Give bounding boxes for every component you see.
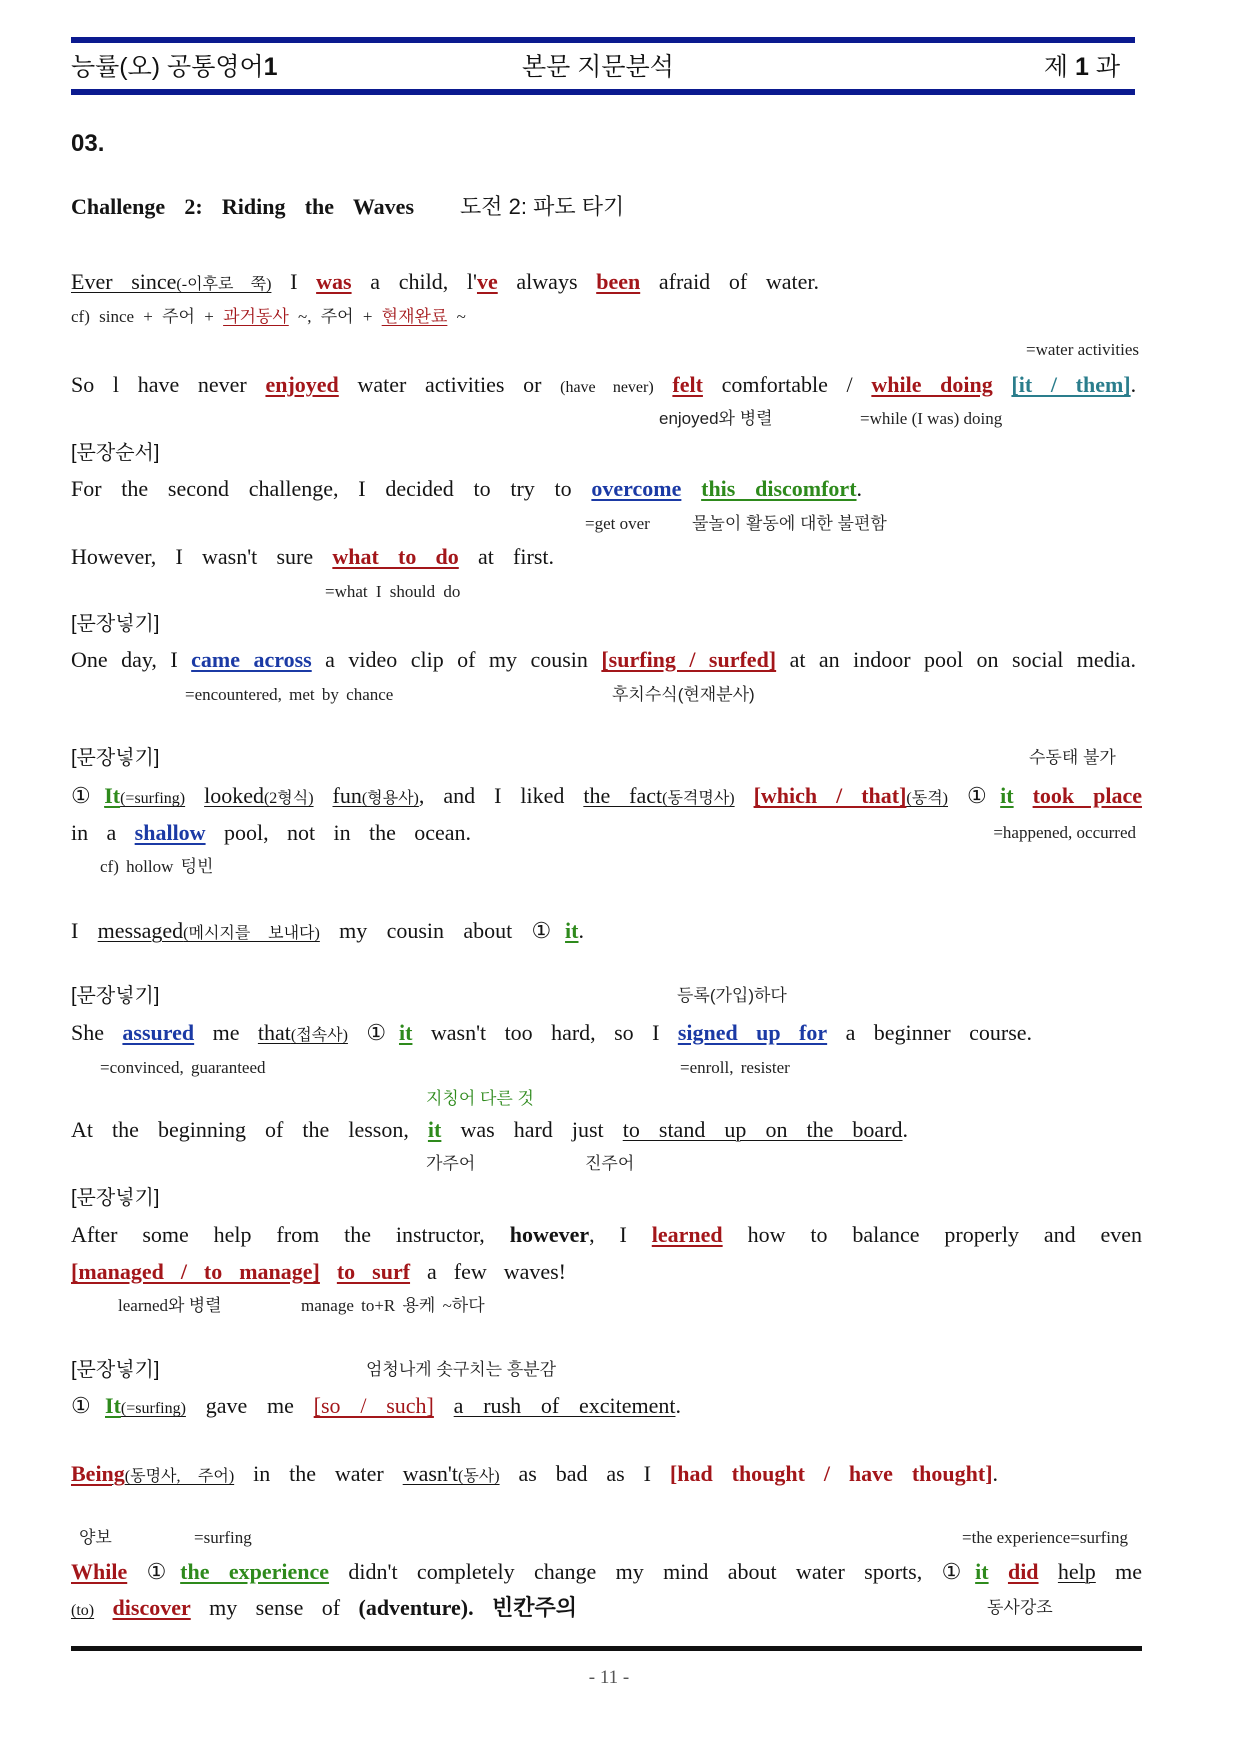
label-sentence-insert: [문장넣기] xyxy=(71,985,160,1007)
note-while-doing: =while (I was) doing xyxy=(860,409,1003,428)
gloss-conjunction: (접속사) xyxy=(290,1027,348,1044)
highlight-it: it xyxy=(975,1559,989,1584)
highlight-enjoyed: enjoyed xyxy=(265,372,339,397)
highlight-what-to-do: what to do xyxy=(332,544,459,569)
sentence-while-experience xyxy=(71,1557,1142,1587)
circled-number: ① xyxy=(71,783,105,808)
highlight-learned: learned xyxy=(651,1222,723,1247)
passage-number: 03. xyxy=(71,130,105,157)
label-sentence-insert: [문장넣기] xyxy=(71,747,160,769)
highlight-the-experience: the experience xyxy=(180,1559,330,1584)
note-experience-surfing: =the experience=surfing xyxy=(962,1528,1128,1547)
textbook-name xyxy=(71,50,278,84)
lesson-suffix: 과 xyxy=(1095,53,1120,81)
text-segment: in the water xyxy=(253,1461,384,1486)
word-however: however xyxy=(509,1222,590,1247)
text-segment: , and I liked xyxy=(418,783,565,808)
real-subject-phrase: to stand up on the board xyxy=(622,1117,903,1142)
text-segment: my sense of xyxy=(209,1595,341,1620)
note-manage-to: manage to+R 용케 ~하다 xyxy=(301,1296,485,1315)
text-segment: comfortable / xyxy=(721,372,853,397)
highlight-felt: felt xyxy=(672,372,703,397)
the-fact-with-gloss xyxy=(583,783,734,808)
note-parallel-enjoyed: enjoyed와 병렬 xyxy=(659,409,773,428)
text-segment: I xyxy=(71,918,79,943)
text-segment: . xyxy=(902,1117,909,1142)
footer-rule xyxy=(71,1646,1142,1651)
highlight-came-across: came across xyxy=(191,647,312,672)
word-the-fact: the fact xyxy=(583,783,663,808)
text-segment: . xyxy=(578,918,584,943)
textbook-title: 능률(오) 공통영어 xyxy=(71,53,264,81)
being-with-gloss xyxy=(71,1461,234,1486)
highlight-it: It xyxy=(104,783,121,808)
text-segment: was hard just xyxy=(460,1117,604,1142)
note-real-subject: 진주어 xyxy=(585,1154,635,1173)
highlight-shallow: shallow xyxy=(134,820,206,845)
note-what-i-should-do: =what I should do xyxy=(325,582,461,601)
highlight-overcome: overcome xyxy=(591,476,682,501)
text-segment: in a xyxy=(71,820,117,845)
circled-number: ① xyxy=(146,1559,181,1584)
note-happened-occurred: =happened, occurred xyxy=(993,823,1136,842)
highlight-took-place: took place xyxy=(1032,783,1142,808)
highlight-assured: assured xyxy=(122,1020,195,1045)
note-encountered: =encountered, met by chance xyxy=(185,685,394,704)
text-segment: . xyxy=(856,476,863,501)
text-segment: . xyxy=(992,1461,999,1486)
note-enroll: =enroll, resister xyxy=(680,1058,790,1077)
fun-with-gloss xyxy=(333,783,419,808)
sentence-second-challenge xyxy=(71,474,862,504)
note-since-grammar xyxy=(71,306,466,328)
ever-since-text: Ever since xyxy=(71,269,177,294)
text-segment: afraid of water. xyxy=(658,269,820,294)
highlight-while: While xyxy=(71,1559,128,1584)
text-segment: a video clip of my cousin xyxy=(325,647,588,672)
circled-number: ① xyxy=(941,1559,976,1584)
text-segment: didn't completely change my mind about water sports, xyxy=(348,1559,923,1584)
note-discomfort-meaning: 물놀이 활동에 대한 불편함 xyxy=(692,514,887,533)
text-segment: water activities or xyxy=(357,372,542,397)
sentence-however-not-sure xyxy=(71,542,554,572)
choice-it-them: [it / them] xyxy=(1011,372,1131,397)
choice-had-have-thought: [had thought / have thought] xyxy=(669,1461,993,1486)
highlight-it: it xyxy=(427,1117,442,1142)
note-dummy-subject: 가주어 xyxy=(426,1154,476,1173)
text-segment: a beginner course. xyxy=(845,1020,1033,1045)
note-verb-emphasis: 동사강조 xyxy=(987,1598,1053,1617)
choice-so-such: [so / such] xyxy=(313,1393,434,1418)
note-get-over: =get over xyxy=(585,514,650,533)
textbook-number: 1 xyxy=(263,53,278,81)
text-segment: at first. xyxy=(477,544,554,569)
looked-with-gloss xyxy=(204,783,313,808)
text-segment: at an indoor pool on social media. xyxy=(789,647,1137,672)
highlight-was: was xyxy=(316,269,352,294)
text-segment: For the second challenge, I decided to try to xyxy=(71,476,572,501)
word-wasnt: wasn't xyxy=(402,1461,458,1486)
text-segment: me xyxy=(212,1020,240,1045)
text-segment: I xyxy=(290,269,298,294)
word-adventure: (adventure). xyxy=(358,1595,474,1620)
gloss-verb: (동사) xyxy=(457,1468,500,1485)
lesson-label xyxy=(1044,50,1120,84)
text-segment: as bad as I xyxy=(518,1461,651,1486)
circled-number: ① xyxy=(366,1020,399,1045)
page-number: - 11 - xyxy=(588,1667,630,1688)
sentence-looked-fun xyxy=(71,781,1142,814)
note-text: ~, 주어 + xyxy=(298,307,373,326)
highlight-it: it xyxy=(565,918,579,943)
gloss-gerund-subject: (동명사, 주어) xyxy=(124,1468,235,1485)
lesson-number: 1 xyxy=(1074,53,1089,81)
wasnt-with-gloss xyxy=(403,1461,500,1486)
gloss-pattern-2: (2형식) xyxy=(263,790,314,807)
text-segment: me xyxy=(1115,1559,1143,1584)
text-segment: After some help from the instructor, xyxy=(71,1222,485,1247)
highlight-while-doing: while doing xyxy=(871,372,993,397)
sentence-assured-me xyxy=(71,1018,1032,1051)
text-segment: my cousin about xyxy=(339,918,513,943)
word-that: that xyxy=(257,1020,291,1045)
highlight-did: did xyxy=(1007,1559,1039,1584)
highlight-it: it xyxy=(1000,783,1014,808)
which-that-with-gloss xyxy=(754,783,948,808)
note-hollow: cf) hollow 텅빈 xyxy=(100,857,214,876)
highlight-been: been xyxy=(596,269,641,294)
label-sentence-order: [문장순서] xyxy=(71,442,160,464)
sentence-learned-to-balance xyxy=(71,1220,1142,1250)
passage-title-english: Challenge 2: Riding the Waves xyxy=(71,194,414,219)
header-top-bar xyxy=(71,37,1135,43)
note-convinced: =convinced, guaranteed xyxy=(100,1058,266,1077)
highlight-being: Being xyxy=(71,1461,125,1486)
highlight-signed-up-for: signed up for xyxy=(677,1020,828,1045)
text-segment: wasn't too hard, so I xyxy=(430,1020,660,1045)
sentence-never-enjoyed xyxy=(71,370,1136,403)
note-blank-warning: 빈칸주의 xyxy=(492,1595,578,1620)
messaged-with-gloss xyxy=(98,918,320,943)
highlight-it: it xyxy=(398,1020,413,1045)
text-segment: a few waves! xyxy=(427,1259,566,1284)
text-segment: So l have never xyxy=(71,372,247,397)
gloss-surfing: (=surfing) xyxy=(120,1400,186,1417)
sentence-rush-of-excitement xyxy=(71,1391,681,1424)
circled-number: ① xyxy=(966,783,1001,808)
sentence-messaged-cousin xyxy=(71,916,584,949)
subject-it-with-gloss xyxy=(105,1393,186,1418)
ever-since-phrase xyxy=(71,269,271,294)
note-post-modifier: 후치수식(현재분사) xyxy=(612,685,755,704)
text-segment: At the beginning of the lesson, xyxy=(71,1117,409,1142)
highlight-to-surf: to surf xyxy=(336,1259,411,1284)
choice-which-that: [which / that] xyxy=(753,783,907,808)
note-water-activities: =water activities xyxy=(1026,340,1139,359)
header-bottom-bar xyxy=(71,89,1135,95)
text-segment: However, I wasn't sure xyxy=(71,544,314,569)
sentence-managed-to-surf xyxy=(71,1257,566,1287)
highlight-it: It xyxy=(105,1393,121,1418)
word-fun: fun xyxy=(332,783,362,808)
that-with-gloss xyxy=(258,1020,348,1045)
word-messaged: messaged xyxy=(97,918,184,943)
text-segment: gave me xyxy=(205,1393,294,1418)
label-sentence-insert: [문장넣기] xyxy=(71,1359,160,1381)
label-sentence-insert: [문장넣기] xyxy=(71,613,160,635)
gloss-appositive-noun: (동격명사) xyxy=(662,790,735,807)
phrase-rush-of-excitement: a rush of excitement xyxy=(453,1393,676,1418)
passage-title-korean: 도전 2: 파도 타기 xyxy=(460,194,625,219)
text-segment: pool, not in the ocean. xyxy=(223,820,472,845)
choice-surfing-surfed: [surfing / surfed] xyxy=(601,647,777,672)
text-segment: always xyxy=(516,269,578,294)
gloss-surfing: (=surfing) xyxy=(120,790,186,807)
sentence-came-across xyxy=(71,645,1136,675)
text-segment: . xyxy=(675,1393,681,1418)
highlight-discover: discover xyxy=(112,1595,191,1620)
gloss-messaged: (메시지를 보내다) xyxy=(183,925,320,942)
subject-it-with-gloss xyxy=(104,783,185,808)
sentence-discover-adventure xyxy=(71,1593,577,1626)
sentence-hard-to-stand xyxy=(71,1115,908,1145)
note-text: cf) since + 주어 + xyxy=(71,307,214,326)
note-different-referent: 지칭어 다른 것 xyxy=(426,1089,534,1108)
note-parallel-learned: learned와 병렬 xyxy=(118,1296,222,1315)
highlight-ve: ve xyxy=(476,269,498,294)
text-segment: , I xyxy=(589,1222,627,1247)
word-help: help xyxy=(1057,1559,1096,1584)
text-segment: how to balance properly and even xyxy=(747,1222,1143,1247)
section-title: 본문 지문분석 xyxy=(522,53,674,81)
sentence-ever-since xyxy=(71,267,819,300)
circled-number: ① xyxy=(71,1393,106,1418)
note-rush-meaning: 엄청나게 솟구치는 흥분감 xyxy=(366,1360,557,1379)
lesson-prefix: 제 xyxy=(1043,53,1069,81)
note-text: ~ xyxy=(456,307,466,326)
note-no-passive: 수동태 불가 xyxy=(1029,748,1116,767)
sentence-shallow-pool xyxy=(71,818,471,848)
text-segment: . xyxy=(1130,372,1137,397)
choice-managed-to-manage: [managed / to manage] xyxy=(71,1259,320,1284)
label-sentence-insert: [문장넣기] xyxy=(71,1187,160,1209)
note-past-verb: 과거동사 xyxy=(223,307,289,326)
text-segment: One day, I xyxy=(71,647,178,672)
note-equals-surfing: =surfing xyxy=(194,1528,252,1547)
highlight-this-discomfort: this discomfort xyxy=(701,476,857,501)
word-looked: looked xyxy=(204,783,264,808)
ever-since-gloss: (-이후로 쭉) xyxy=(176,276,272,293)
note-present-perfect: 현재완료 xyxy=(381,307,448,326)
circled-number: ① xyxy=(531,918,566,943)
note-concession: 양보 xyxy=(79,1528,112,1547)
text-segment: She xyxy=(71,1020,104,1045)
gloss-adjective: (형용사) xyxy=(361,790,419,807)
gloss-have-never: (have never) xyxy=(560,379,654,396)
gloss-to: (to) xyxy=(71,1602,95,1619)
gloss-appositive: (동격) xyxy=(906,790,948,807)
note-sign-up-meaning: 등록(가입)하다 xyxy=(677,986,787,1005)
sentence-being-in-water xyxy=(71,1459,998,1492)
text-segment: a child, l' xyxy=(370,269,477,294)
